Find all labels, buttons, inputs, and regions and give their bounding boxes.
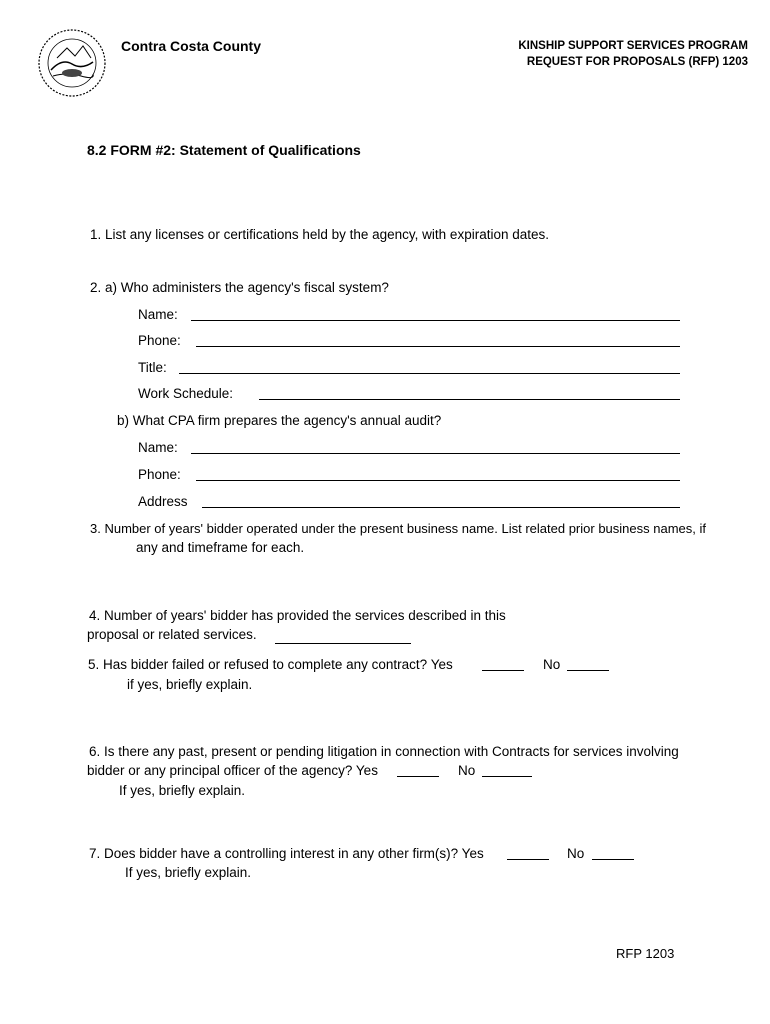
- county-name: Contra Costa County: [121, 38, 261, 54]
- question-2a: 2. a) Who administers the agency's fiscal system?: [90, 280, 389, 295]
- header-program: [518, 38, 748, 70]
- q2b-name-field[interactable]: [191, 453, 680, 454]
- question-4-line2: proposal or related services.: [87, 627, 257, 642]
- question-3-line2: any and timeframe for each.: [136, 540, 305, 555]
- q5-yes-field[interactable]: [482, 670, 524, 671]
- county-seal-icon: [37, 28, 107, 98]
- rfp-title: REQUEST FOR PROPOSALS (RFP) 1203: [526, 56, 748, 68]
- q2a-phone-field[interactable]: [196, 346, 680, 347]
- q7-explain: If yes, briefly explain.: [125, 865, 252, 880]
- q2a-work-schedule-field[interactable]: [259, 399, 680, 400]
- q2b-phone-field[interactable]: [196, 480, 680, 481]
- q5-no-label: No: [543, 657, 561, 672]
- q2a-title-label: Title:: [138, 360, 167, 375]
- q2a-name-label: Name:: [138, 307, 178, 322]
- q6-no-label: No: [458, 763, 476, 778]
- question-2b: b) What CPA firm prepares the agency's annual audit?: [117, 413, 442, 428]
- q7-no-field[interactable]: [592, 859, 634, 860]
- question-5: 5. Has bidder failed or refused to complete any contract? Yes: [88, 657, 453, 672]
- q2b-phone-label: Phone:: [138, 467, 181, 482]
- q6-no-field[interactable]: [482, 776, 532, 777]
- form-title: 8.2 FORM #2: Statement of Qualifications: [87, 142, 361, 158]
- q7-yes-field[interactable]: [507, 859, 549, 860]
- q2b-address-field[interactable]: [202, 507, 680, 508]
- question-7: 7. Does bidder have a controlling interest in any other firm(s)? Yes: [89, 846, 484, 861]
- footer-rfp: RFP 1203: [616, 946, 675, 961]
- q7-no-label: No: [567, 846, 585, 861]
- q2a-work-schedule-label: Work Schedule:: [138, 386, 234, 401]
- question-6-line2: bidder or any principal officer of the agency? Yes: [87, 763, 378, 778]
- q2a-title-field[interactable]: [179, 373, 680, 374]
- question-6-line1: 6. Is there any past, present or pending litigation in connection with Contracts for services involving: [89, 744, 679, 759]
- question-4-line1: 4. Number of years' bidder has provided the services described in this: [89, 608, 506, 623]
- question-1: 1. List any licenses or certifications held by the agency, with expiration dates.: [90, 227, 549, 242]
- q2a-phone-label: Phone:: [138, 333, 181, 348]
- q2b-address-label: Address: [138, 494, 188, 509]
- q6-yes-field[interactable]: [397, 776, 439, 777]
- q2a-name-field[interactable]: [191, 320, 680, 321]
- q5-explain: if yes, briefly explain.: [127, 677, 253, 692]
- q2b-name-label: Name:: [138, 440, 178, 455]
- q6-explain: If yes, briefly explain.: [119, 783, 246, 798]
- program-title: KINSHIP SUPPORT SERVICES PROGRAM: [518, 40, 748, 52]
- q4-years-field[interactable]: [275, 643, 411, 644]
- q5-no-field[interactable]: [567, 670, 609, 671]
- question-3-line1: 3. Number of years' bidder operated under the present business name. List related prior business names, if: [90, 521, 706, 536]
